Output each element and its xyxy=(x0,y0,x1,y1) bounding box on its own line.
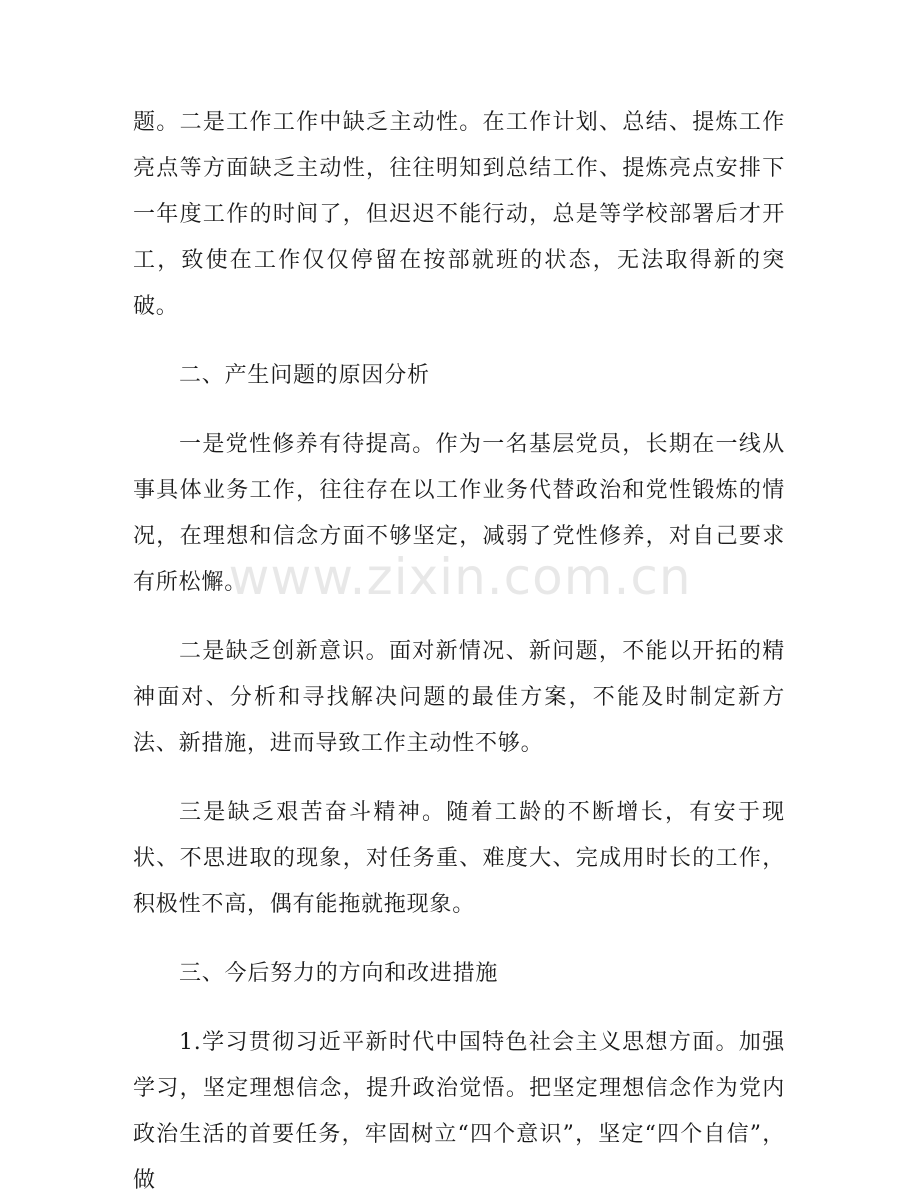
paragraph-party-spirit: 一是党性修养有待提高。作为一名基层党员，长期在一线从事具体业务工作，往往存在以工作业务代替政治和党性锻炼的情况，在理想和信念方面不够坚定，减弱了党性修养，对自己要求有所松懈。 xyxy=(133,432,785,595)
watermark-text: www.zixin.com.cn xyxy=(228,548,692,606)
section-heading-causes: 二、产生问题的原因分析 xyxy=(179,363,430,388)
paragraph-continuation: 题。二是工作工作中缺乏主动性。在工作计划、总结、提炼工作亮点等方面缺乏主动性，往往明知到总结工作、提炼亮点安排下一年度工作的时间了，但迟迟不能行动，总是等学校部署后才开工，致使在工作仅仅停留在按部就班的状态，无法取得新的突破。 xyxy=(133,110,785,319)
section-heading-improvements: 三、今后努力的方向和改进措施 xyxy=(179,961,499,986)
paragraph-innovation: 二是缺乏创新意识。面对新情况、新问题，不能以开拓的精神面对、分析和寻找解决问题的最佳方案，不能及时制定新方法、新措施，进而导致工作主动性不够。 xyxy=(133,639,785,756)
paragraph-study-thought: 1.学习贯彻习近平新时代中国特色社会主义思想方面。加强学习，坚定理想信念，提升政治觉悟。把坚定理想信念作为党内政治生活的首要任务，牢固树立“四个意识”，坚定“四个自信”，做 xyxy=(133,1030,785,1193)
document-body xyxy=(133,100,785,1204)
paragraph-hard-work: 三是缺乏艰苦奋斗精神。随着工龄的不断增长，有安于现状、不思进取的现象，对任务重、难度大、完成用时长的工作，积极性不高，偶有能拖就拖现象。 xyxy=(133,800,785,917)
